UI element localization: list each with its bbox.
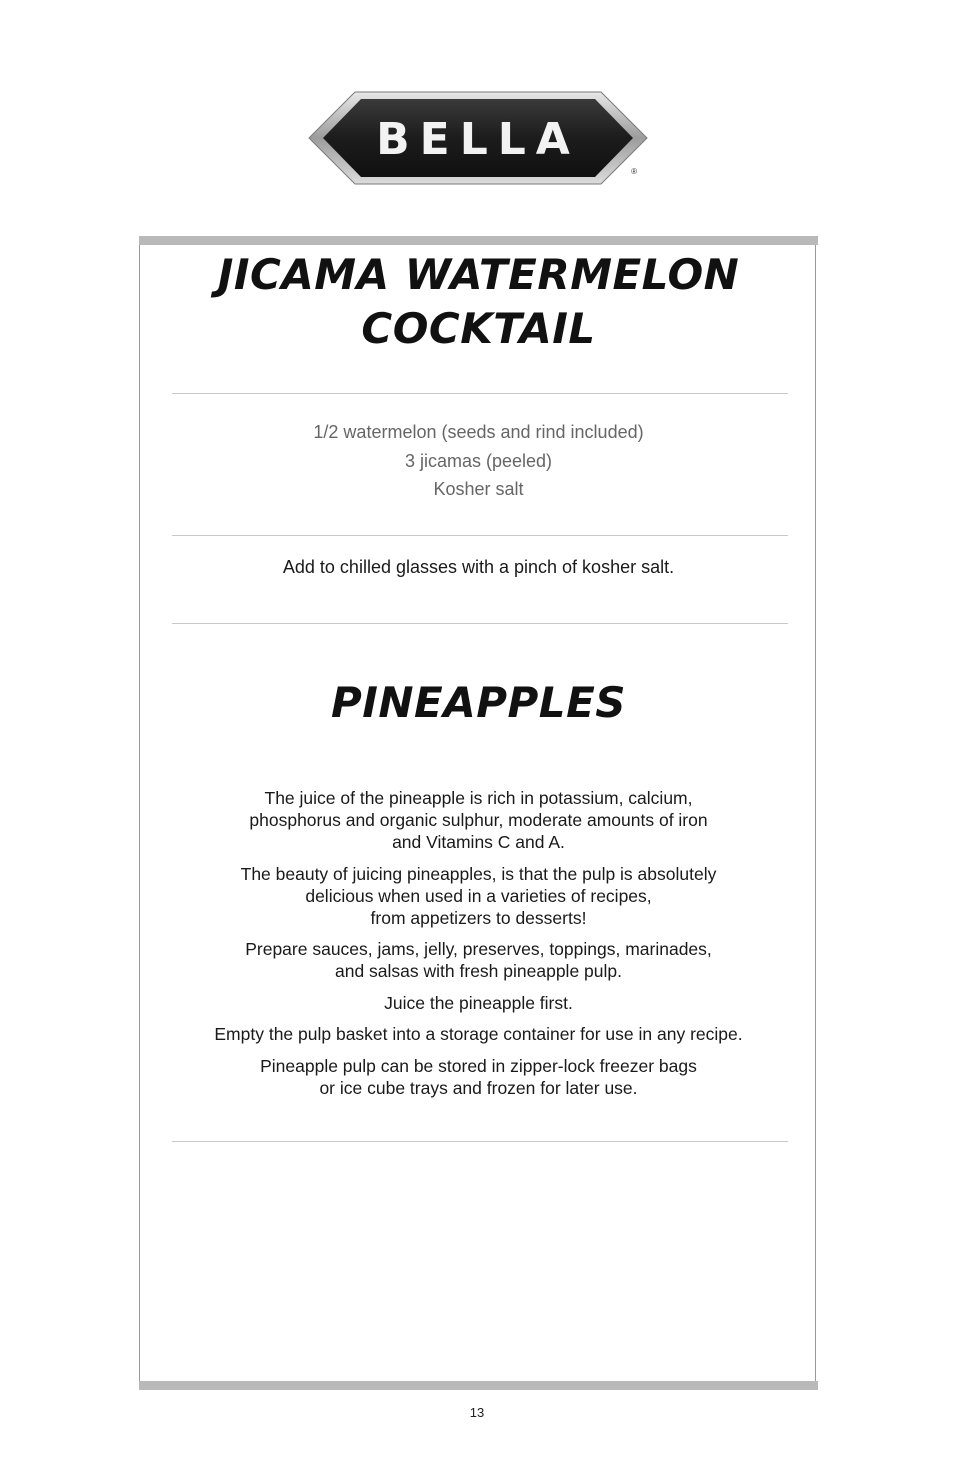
ingredient-item: 3 jicamas (peeled)	[404, 450, 553, 471]
recipe-title-line1: JICAMA WATERMELON	[217, 250, 740, 299]
pineapples-title: PINEAPPLES	[330, 678, 627, 727]
text-line: and Vitamins C and A.	[392, 832, 565, 852]
page-number: 13	[469, 1405, 485, 1420]
paragraph	[160, 1023, 797, 1045]
text-line: Prepare sauces, jams, jelly, preserves, toppings, marinades,	[245, 939, 712, 959]
registered-mark: ®	[631, 167, 637, 176]
paragraph	[160, 787, 797, 853]
text-line: or ice cube trays and frozen for later use.	[319, 1077, 638, 1098]
ingredient-list	[140, 418, 817, 504]
text-line: and salsas with fresh pineapple pulp.	[335, 961, 622, 981]
ingredient-item: Kosher salt	[433, 479, 524, 499]
text-line: Pineapple pulp can be stored in zipper-lock freezer bags	[260, 1055, 697, 1076]
paragraph	[160, 1055, 797, 1099]
text-line: The juice of the pineapple is rich in potassium, calcium,	[264, 788, 693, 808]
panel-top-bar	[139, 236, 818, 245]
panel-bottom-bar	[139, 1381, 818, 1390]
logo-text: BELLA	[376, 114, 580, 165]
recipe-title-line2: COCKTAIL	[361, 304, 596, 353]
text-line: delicious when used in a varieties of recipes,	[305, 885, 652, 906]
recipe-instruction: Add to chilled glasses with a pinch of kosher salt.	[282, 557, 675, 577]
text-line: from appetizers to desserts!	[370, 907, 587, 928]
bella-logo	[307, 86, 649, 190]
paragraph	[160, 938, 797, 982]
divider	[172, 393, 788, 394]
divider	[172, 1141, 788, 1142]
text-line: phosphorus and organic sulphur, moderate amounts of iron	[249, 810, 708, 830]
paragraph	[160, 863, 797, 929]
logo-badge-shape	[307, 86, 649, 190]
divider	[172, 535, 788, 536]
text-line: Juice the pineapple first.	[384, 992, 573, 1013]
text-line: The beauty of juicing pineapples, is that the pulp is absolutely	[240, 863, 717, 884]
paragraph	[160, 992, 797, 1014]
divider	[172, 623, 788, 624]
text-line: Empty the pulp basket into a storage container for use in any recipe.	[214, 1024, 743, 1044]
pineapples-body	[160, 787, 797, 1108]
ingredient-item: 1/2 watermelon (seeds and rind included)	[313, 422, 644, 442]
